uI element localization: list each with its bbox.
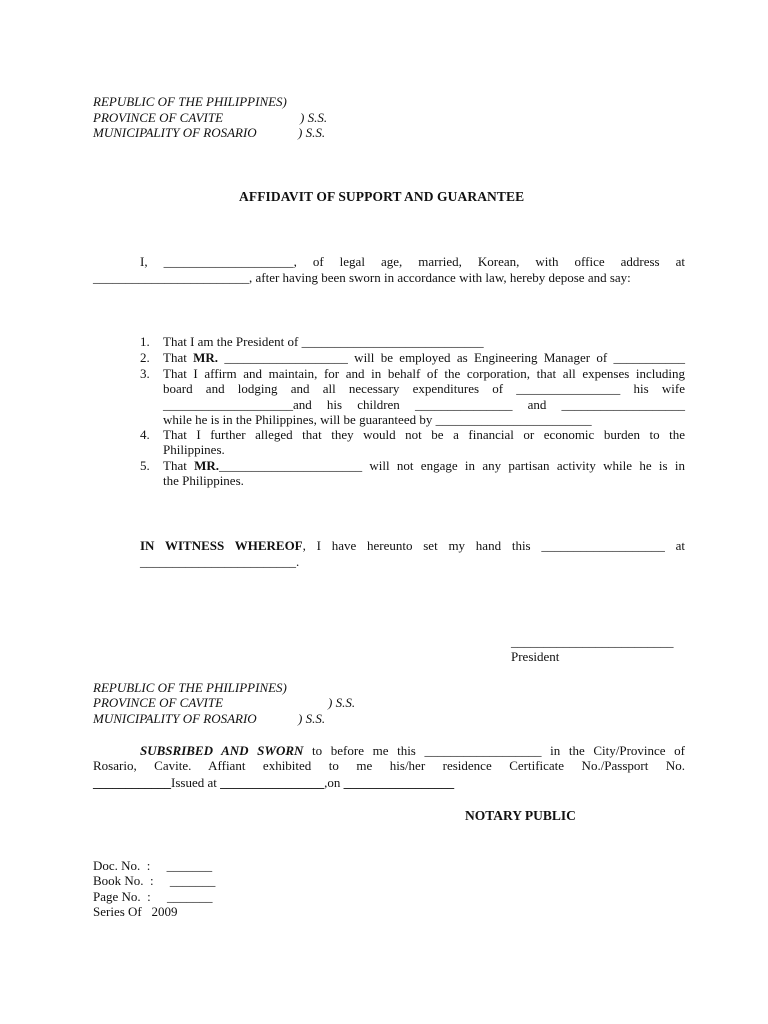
- witness-bold: IN WITNESS WHEREOF: [140, 538, 303, 553]
- jurat-blank-2: ________________: [220, 775, 325, 790]
- item-3-line-3: ____________________and his children _______________ and ___________________: [163, 397, 685, 412]
- item-5-line-1: [163, 458, 685, 474]
- municipality-line: MUNICIPALITY OF ROSARIO: [93, 125, 257, 140]
- witness-rest: , I have hereunto set my hand this ___________________ at: [302, 538, 686, 553]
- signature-line: _________________________: [511, 634, 674, 649]
- page-no: Page No. : _______: [93, 889, 213, 904]
- notary-public-label: NOTARY PUBLIC: [465, 808, 576, 823]
- jurat-issued: Issued at: [171, 775, 221, 790]
- item-5-that: That: [163, 458, 195, 473]
- item-2-that: That: [163, 350, 194, 365]
- jurat-line-3: [93, 775, 454, 791]
- municipality-ss-2: ) S.S.: [298, 711, 326, 726]
- province-line: PROVINCE OF CAVITE: [93, 110, 224, 125]
- item-2-rest: ___________________ will be employed as Engineering Manager of ___________: [218, 350, 685, 365]
- province-ss: ) S.S.: [300, 110, 328, 125]
- jurat-rest: to before me this __________________ in the City/Province of: [303, 743, 685, 758]
- item-2-text: [163, 350, 685, 366]
- item-3-line-1: That I affirm and maintain, for and in behalf of the corporation, that all expenses including: [163, 366, 685, 381]
- item-3-line-2: board and lodging and all necessary expenditures of ________________ his wife: [163, 381, 685, 396]
- witness-line-1: [140, 538, 685, 554]
- jurat-line-2: Rosario, Cavite. Affiant exhibited to me his/her residence Certificate No./Passport No.: [93, 758, 685, 773]
- item-5-rest: ______________________ will not engage in any partisan activity while he is in: [219, 458, 686, 473]
- item-number: 3.: [140, 366, 150, 381]
- intro-line-1: I, ____________________, of legal age, married, Korean, with office address at: [140, 254, 685, 269]
- province-ss-2: ) S.S.: [328, 695, 356, 710]
- jurat-blank-1: ____________: [93, 775, 171, 790]
- item-number: 1.: [140, 334, 150, 349]
- municipality-line-2: MUNICIPALITY OF ROSARIO: [93, 711, 257, 726]
- doc-no: Doc. No. : _______: [93, 858, 213, 873]
- intro-line-2: ________________________, after having been sworn in accordance with law, hereby depose and say:: [93, 270, 631, 285]
- item-2-mr: MR.: [193, 350, 219, 365]
- item-number: 4.: [140, 427, 150, 442]
- item-5-line-2: the Philippines.: [163, 473, 244, 488]
- municipality-ss: ) S.S.: [298, 125, 326, 140]
- jurat-bold: SUBSRIBED AND SWORN: [140, 743, 304, 758]
- item-number: 5.: [140, 458, 150, 473]
- jurat-on: ,on: [324, 775, 344, 790]
- item-number: 2.: [140, 350, 150, 365]
- jurat-blank-3: _________________: [343, 775, 455, 790]
- signature-label: President: [511, 649, 560, 664]
- book-no: Book No. : _______: [93, 873, 216, 888]
- witness-line-2: ________________________.: [140, 554, 300, 569]
- item-4-line-2: Philippines.: [163, 442, 225, 457]
- series-of: Series Of 2009: [93, 904, 178, 919]
- item-3-line-4: while he is in the Philippines, will be guaranteed by ________________________: [163, 412, 592, 427]
- republic-line: REPUBLIC OF THE PHILIPPINES): [93, 94, 287, 109]
- province-line-2: PROVINCE OF CAVITE: [93, 695, 224, 710]
- item-5-mr: MR.: [194, 458, 220, 473]
- item-1-text: That I am the President of ____________________________: [163, 334, 484, 349]
- republic-line-2: REPUBLIC OF THE PHILIPPINES): [93, 680, 287, 695]
- jurat-line-1: [140, 743, 685, 759]
- document-title: AFFIDAVIT OF SUPPORT AND GUARANTEE: [239, 189, 525, 204]
- item-4-line-1: That I further alleged that they would not be a financial or economic burden to the: [163, 427, 685, 442]
